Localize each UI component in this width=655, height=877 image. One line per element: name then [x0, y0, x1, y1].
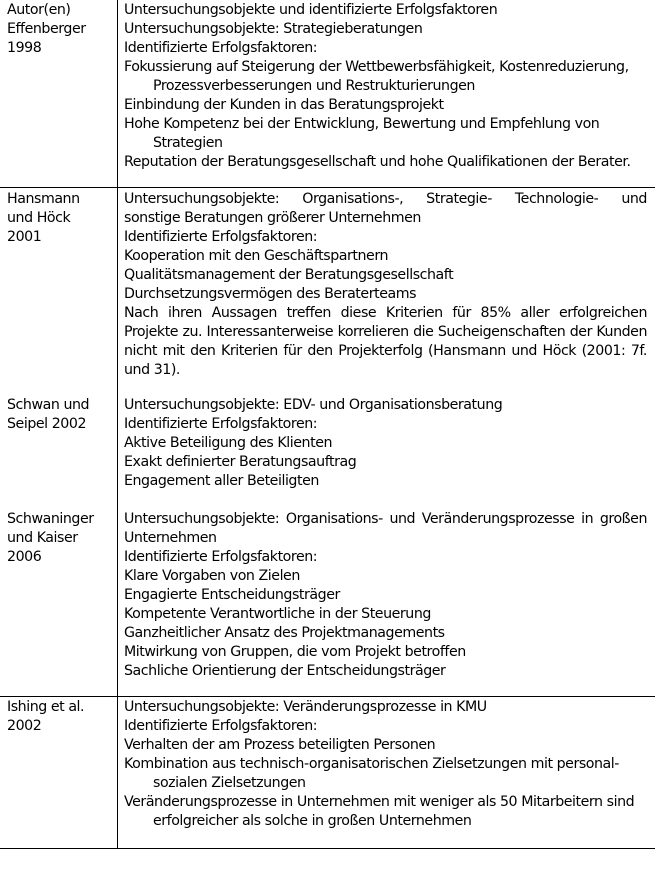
author-cell: [7, 510, 115, 567]
factors-label: Identifizierte Erfolgsfaktoren:: [124, 40, 318, 56]
author-cell: [7, 396, 115, 434]
author-cell: [7, 698, 115, 736]
factor-item: Engagement aller Beteiligten: [124, 473, 319, 489]
author-line: Seipel 2002: [7, 416, 87, 432]
factors-label: Identifizierte Erfolgsfaktoren:: [124, 416, 318, 432]
factor-item-continued: Strategien: [153, 135, 223, 151]
objects-line: sonstige Beratungen größerer Unternehmen: [124, 210, 421, 226]
objects-line: Untersuchungsobjekte: Organisations-, Strategie- Technologie- und: [124, 191, 647, 207]
factor-item-continued: erfolgreicher als solche in großen Unternehmen: [153, 813, 472, 829]
factor-item: Klare Vorgaben von Zielen: [124, 568, 300, 584]
factor-item: Hohe Kompetenz bei der Entwicklung, Bewertung und Empfehlung von: [124, 116, 600, 132]
author-line: Ishing et al.: [7, 699, 85, 715]
factor-item: Engagierte Entscheidungsträger: [124, 587, 340, 603]
author-cell: [7, 1, 115, 58]
author-header: Autor(en): [7, 2, 71, 18]
objects-line: Untersuchungsobjekte: Strategieberatungen: [124, 21, 423, 37]
factor-item: Sachliche Orientierung der Entscheidungsträger: [124, 663, 446, 679]
factor-note: Nach ihren Aussagen treffen diese Kriterien für 85% aller erfolgreichen Projekte zu. Interessanterweise korrelieren die Sucheigenschaften der Kunden nicht mit den Kriterien für den Projekterfolg (Hansmann und Höck (2001: 7f. und 31).: [124, 305, 647, 378]
author-line: Schwan und: [7, 397, 90, 413]
author-line: 1998: [7, 40, 42, 56]
factor-item: Veränderungsprozesse in Unternehmen mit weniger als 50 Mitarbeitern sind: [124, 794, 635, 810]
content-cell: [124, 190, 647, 380]
factor-item: Aktive Beteiligung des Klienten: [124, 435, 333, 451]
content-header: Untersuchungsobjekte und identifizierte Erfolgsfaktoren: [124, 2, 498, 18]
author-line: 2001: [7, 229, 42, 245]
factor-item: Einbindung der Kunden in das Beratungsprojekt: [124, 97, 444, 113]
factor-item: Ganzheitlicher Ansatz des Projektmanagements: [124, 625, 445, 641]
row-divider: [0, 187, 655, 188]
author-line: Hansmann: [7, 191, 80, 207]
content-cell: [124, 396, 647, 491]
author-line: 2006: [7, 549, 42, 565]
factor-item: Kooperation mit den Geschäftspartnern: [124, 248, 389, 264]
author-line: und Höck: [7, 210, 71, 226]
content-cell: [124, 1, 647, 172]
factors-label: Identifizierte Erfolgsfaktoren:: [124, 229, 318, 245]
row-divider: [0, 696, 655, 697]
factor-item-continued: sozialen Zielsetzungen: [153, 775, 306, 791]
author-line: Schwaninger: [7, 511, 94, 527]
author-cell: [7, 190, 115, 247]
author-line: und Kaiser: [7, 530, 78, 546]
factor-item-continued: Prozessverbesserungen und Restrukturierungen: [153, 78, 475, 94]
factor-item: Qualitätsmanagement der Beratungsgesellschaft: [124, 267, 454, 283]
factor-item: Kombination aus technisch-organisatorischen Zielsetzungen mit personal-: [124, 756, 619, 772]
factor-item: Exakt definierter Beratungsauftrag: [124, 454, 357, 470]
factor-item: Verhalten der am Prozess beteiligten Personen: [124, 737, 436, 753]
column-divider: [117, 0, 118, 848]
author-line: Effenberger: [7, 21, 86, 37]
factor-item: Mitwirkung von Gruppen, die vom Projekt betroffen: [124, 644, 466, 660]
factors-label: Identifizierte Erfolgsfaktoren:: [124, 718, 318, 734]
factor-item: Kompetente Verantwortliche in der Steuerung: [124, 606, 431, 622]
content-cell: [124, 698, 647, 831]
content-cell: [124, 510, 647, 681]
factor-item: Reputation der Beratungsgesellschaft und hohe Qualifikationen der Berater.: [124, 154, 631, 170]
objects-line: Untersuchungsobjekte: Veränderungsprozesse in KMU: [124, 699, 487, 715]
factor-item: Durchsetzungsvermögen des Beraterteams: [124, 286, 417, 302]
factor-item: Fokussierung auf Steigerung der Wettbewerbsfähigkeit, Kostenreduzierung,: [124, 59, 629, 75]
factors-label: Identifizierte Erfolgsfaktoren:: [124, 549, 318, 565]
table-bottom-border: [0, 848, 655, 849]
author-line: 2002: [7, 718, 42, 734]
objects-line: Unternehmen: [124, 530, 217, 546]
objects-line: Untersuchungsobjekte: EDV- und Organisationsberatung: [124, 397, 503, 413]
objects-line: Untersuchungsobjekte: Organisations- und Veränderungsprozesse in großen: [124, 511, 647, 527]
